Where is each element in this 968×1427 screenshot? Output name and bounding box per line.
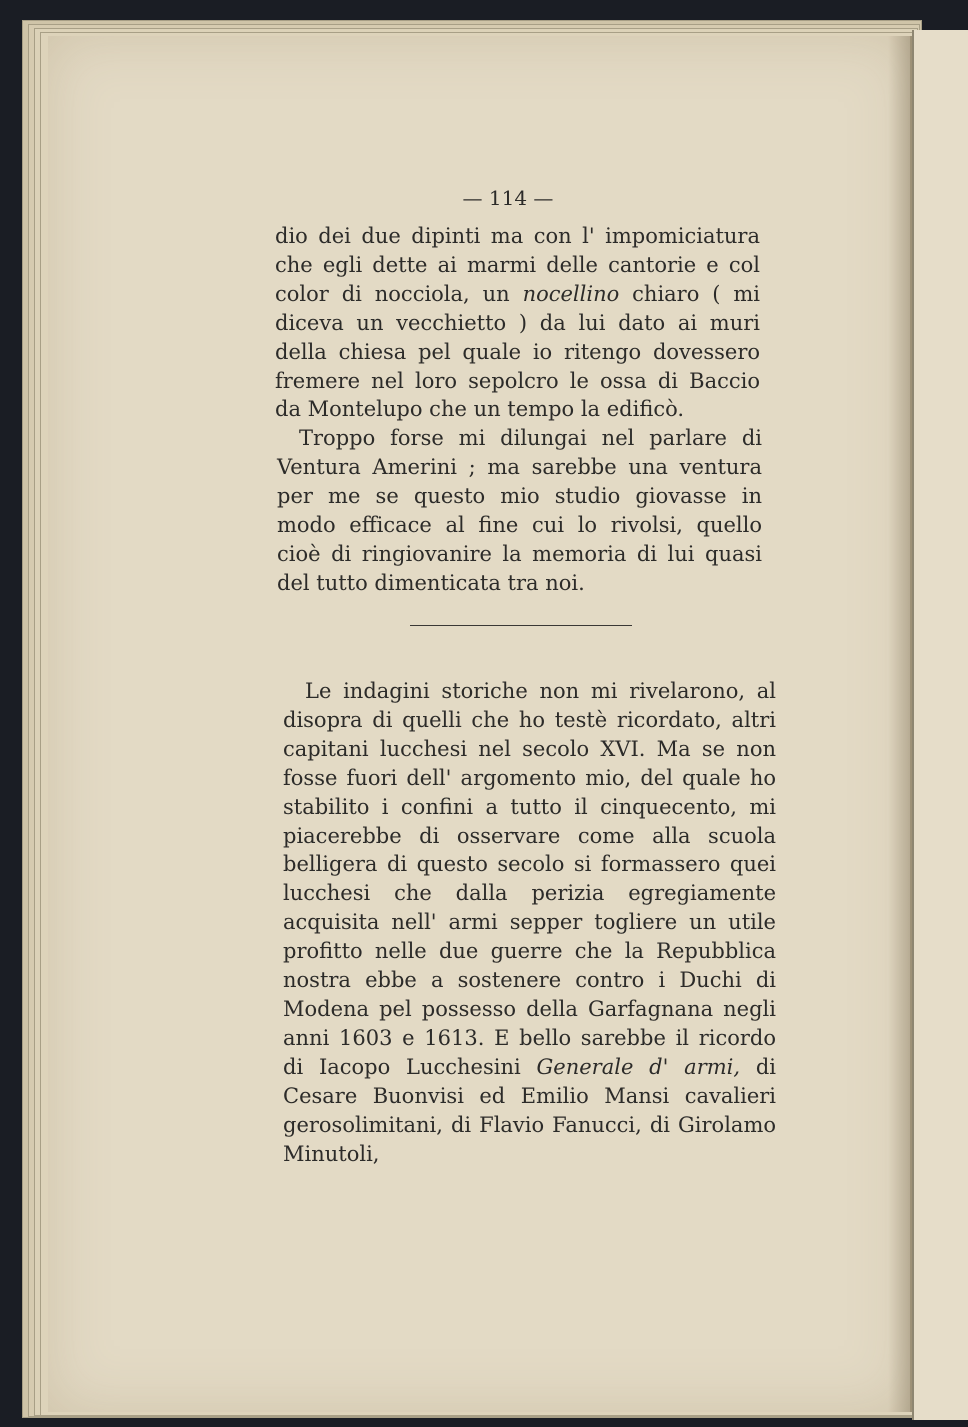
paragraph — [283, 677, 776, 1168]
paragraph-text: di Cesare Buonvisi ed Emilio Mansi cavalieri gerosolimitani, di Flavio Fanucci, di Girolamo Minutoli, — [283, 1054, 776, 1166]
italic-term: nocellino — [522, 281, 620, 306]
section-divider — [410, 625, 632, 626]
facing-page-edge — [912, 30, 968, 1420]
gutter-shadow — [888, 36, 912, 1412]
italic-term: Generale d' armi, — [536, 1054, 741, 1079]
paragraph-continued — [275, 222, 760, 424]
paragraph — [277, 424, 762, 597]
paragraph-text: Le indagini storiche non mi rivelarono, al disopra di quelli che ho testè ricordato, altri capitani lucchesi nel secolo XVI. Ma se non fosse fuori dell' argomento mio, del quale ho stabilito i confini a tutto il cinquecento, mi piacerebbe di osservare come alla scuola belligera di questo secolo si formassero quei lucchesi che dalla perizia egregiamente acquisita nell' armi sepper togliere un utile profitto nelle due guerre che la Repubblica nostra ebbe a sostenere contro i Duchi di Modena pel possesso della Garfagnana negli anni 1603 e 1613. E bello sarebbe il ricordo di Iacopo Lucchesini — [283, 679, 776, 1079]
page-number: — 114 — — [462, 186, 554, 210]
paragraph-text: chiaro ( mi diceva un vecchietto ) da lui dato ai muri della chiesa pel quale io ritengo dovessero fremere nel loro sepolcro le ossa di Baccio da Montelupo che un tempo la edificò. — [275, 281, 760, 422]
paragraph-text: dio dei due dipinti ma con l' impomiciatura che egli dette ai marmi delle cantorie e col color di nocciola, un — [275, 224, 760, 306]
paragraph-text: Troppo forse mi dilungai nel parlare di Ventura Amerini ; ma sarebbe una ventura per me se questo mio studio giovasse in modo efficace al fine cui lo rivolsi, quello cioè di ringiovanire la memoria di lui quasi del tutto dimenticata tra noi. — [277, 426, 762, 595]
